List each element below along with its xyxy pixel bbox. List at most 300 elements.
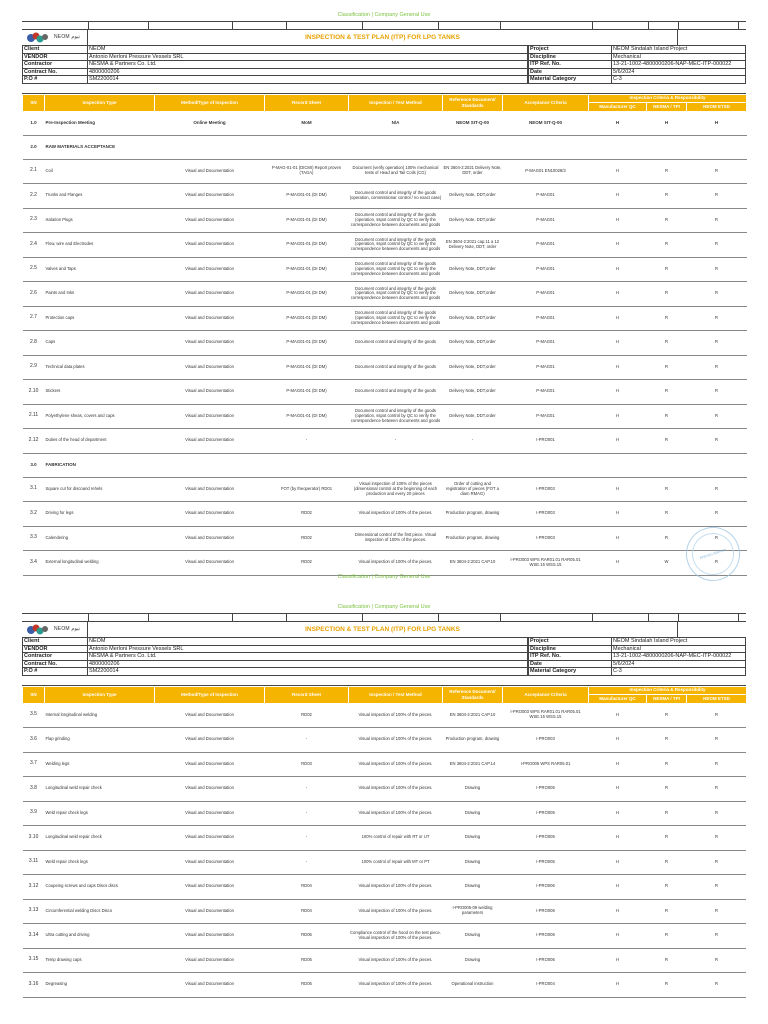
cell-method: Visual and Documentation <box>155 429 265 454</box>
project-value: NEOM Sindalah Island Project <box>612 638 746 646</box>
cell-accept: I-PRO001 <box>503 429 589 454</box>
cell-sn: 3.13 <box>23 899 45 924</box>
cell-accept: P-MAG01 <box>503 184 589 209</box>
cell-accept: I-PRO003 <box>503 728 589 753</box>
cell-neom: R <box>687 526 747 551</box>
cell-method: Visual and Documentation <box>155 404 265 429</box>
cell-accept: P-MAG01 <box>503 233 589 258</box>
col-method: Method/Type of Inspection <box>155 686 265 703</box>
cell-nesma: R <box>647 728 687 753</box>
col-ref: Reference Document/ Standards <box>443 94 503 111</box>
cell-ref: Production program, drawing <box>443 728 503 753</box>
cell-mfr: H <box>589 801 647 826</box>
cell-type: Isolation Plugs <box>45 208 155 233</box>
col-nesma: NESMA / TPI <box>647 694 687 703</box>
cell-ref: Drawing <box>443 850 503 875</box>
cell-ref: Drawing <box>443 875 503 900</box>
po-label: P.O # <box>22 76 88 84</box>
col-test: Inspection / Test Method <box>349 94 443 111</box>
cell-type: Driving for legs <box>45 502 155 527</box>
cell-sn: 3.12 <box>23 875 45 900</box>
cell-test: Dimensional control of the first piece. Visual inspection of 100% of the pieces. <box>349 526 443 551</box>
table-row <box>23 404 747 429</box>
col-record: Record Sheet <box>265 94 349 111</box>
cell-neom: R <box>687 477 747 502</box>
brand-name: NEOM نيوم <box>54 33 80 40</box>
cell-method: Visual and Documentation <box>155 526 265 551</box>
cell-neom: R <box>687 752 747 777</box>
cell-sn: 3.11 <box>23 850 45 875</box>
cell-test: Visual inspection of 100% of the pieces. <box>349 948 443 973</box>
cell-test: Visual inspection of 100% of the pieces. <box>349 777 443 802</box>
cell-nesma: R <box>647 924 687 949</box>
contractor-label: Contractor <box>22 61 88 69</box>
cell-nesma: R <box>647 306 687 331</box>
cell-test: Document control and integrity of the goods (operation, sspot control by QC to verify the correspondence between documents and goods <box>349 404 443 429</box>
cell-mfr: H <box>589 233 647 258</box>
client-value: NEOM <box>88 638 528 646</box>
cell-type: Welding legs <box>45 752 155 777</box>
cell-ref: Production program, drawing <box>443 502 503 527</box>
brand-name-2: NEOM نيوم <box>54 625 80 632</box>
cell-ref: Delivery Note, DDT,order <box>443 184 503 209</box>
table-row <box>23 551 747 576</box>
cell-method: Visual and Documentation <box>155 948 265 973</box>
po-label: P.O # <box>22 668 88 676</box>
cell-ref: Drawing <box>443 801 503 826</box>
cell-type: Square cut for discoand rehels <box>45 477 155 502</box>
cell-test <box>349 453 443 477</box>
cell-sn: 3.10 <box>23 826 45 851</box>
cell-test: N/A <box>349 111 443 135</box>
cell-ref: Delivery Note, DDT,order <box>443 380 503 405</box>
company-stamp: Antonio Merloni <box>679 520 747 588</box>
cell-sn: 3.6 <box>23 728 45 753</box>
cell-method: Visual and Documentation <box>155 331 265 356</box>
cell-method: Visual and Documentation <box>155 502 265 527</box>
cell-ref: EN 3604-2:2021 Delivery Note, DDT, order <box>443 159 503 184</box>
col-neom: NEOM ETSD <box>687 694 747 703</box>
table-row <box>23 948 747 973</box>
col-nesma: NESMA / TPI <box>647 102 687 111</box>
cell-mfr: H <box>589 477 647 502</box>
table-row <box>23 355 747 380</box>
neom-logo-icon <box>26 624 52 636</box>
cell-record: - <box>265 850 349 875</box>
cell-method: Visual and Documentation <box>155 355 265 380</box>
cell-test: Document control and integrity of the goods (operation, sspot control by QC to verify the correspondence between documents and goods <box>349 208 443 233</box>
cell-neom: R <box>687 233 747 258</box>
cell-method: Visual and Documentation <box>155 380 265 405</box>
document-page-1 <box>22 12 746 584</box>
cell-sn: 2.7 <box>23 306 45 331</box>
cell-neom: R <box>687 404 747 429</box>
cell-sn: 2.11 <box>23 404 45 429</box>
cell-mfr: H <box>589 899 647 924</box>
col-method: Method/Type of Inspection <box>155 94 265 111</box>
cell-accept: I-PRO005 <box>503 801 589 826</box>
cell-type: Coupeing screws and caps Discs discs <box>45 875 155 900</box>
cell-neom: R <box>687 429 747 454</box>
cell-record: RD05 <box>265 973 349 998</box>
col-mfr: Manufacturer QC <box>589 694 647 703</box>
cell-neom: R <box>687 282 747 307</box>
cell-accept: P-MAG01 <box>503 282 589 307</box>
cell-sn: 3.0 <box>23 453 45 477</box>
cell-nesma: R <box>647 331 687 356</box>
cell-ref: EN 3604-2:2021 CAP.10 <box>443 551 503 576</box>
table-row <box>23 875 747 900</box>
date-label: Date <box>528 661 612 669</box>
cell-mfr: H <box>589 282 647 307</box>
cell-mfr: H <box>589 728 647 753</box>
cell-ref: Order of cutting and registration of pieces (FOT a diam RMAG) <box>443 477 503 502</box>
cell-record: P-MAG01-01 (DI DM) <box>265 306 349 331</box>
cell-nesma: R <box>647 233 687 258</box>
cell-method: Online Meeting <box>155 111 265 135</box>
vendor-label: VENDOR <box>22 54 88 62</box>
cell-accept: P-MAG01 <box>503 380 589 405</box>
cell-test: - <box>349 429 443 454</box>
matcat-label: Material Category <box>528 76 612 84</box>
cell-record: P-MAG01-01 (DI DM) <box>265 233 349 258</box>
cell-method: Visual and Documentation <box>155 728 265 753</box>
cell-method: Visual and Documentation <box>155 801 265 826</box>
cell-record: FOT (by theoperator) RD01 <box>265 477 349 502</box>
cell-mfr: H <box>589 924 647 949</box>
cell-ref: Operational instruction <box>443 973 503 998</box>
cell-sn: 3.14 <box>23 924 45 949</box>
contract-label: Contract No. <box>22 69 88 77</box>
cell-nesma: R <box>647 526 687 551</box>
cell-mfr: H <box>589 777 647 802</box>
cell-nesma: R <box>647 159 687 184</box>
cell-accept: I-PRO003 <box>503 526 589 551</box>
cell-method: Visual and Documentation <box>155 282 265 307</box>
cell-nesma <box>647 453 687 477</box>
cell-type: Weld repair check legs <box>45 850 155 875</box>
cell-type: Calendering <box>45 526 155 551</box>
cell-test: Visual inspection of 100% of the pieces. <box>349 752 443 777</box>
cell-accept: I-PRO003 <box>503 502 589 527</box>
cell-test: Document control and integrity of the goods (operation, sspot control by QC to verify the correspondence between documents and goods <box>349 282 443 307</box>
cell-method <box>155 135 265 159</box>
itp-value: 13-21-1002-4800000206-NAP-MEC-ITP-000022 <box>612 653 746 661</box>
cell-type: Weld repair check legs <box>45 801 155 826</box>
cell-neom: H <box>687 111 747 135</box>
document-header-2 <box>22 621 746 638</box>
cell-neom: R <box>687 826 747 851</box>
top-rule-2 <box>22 613 746 621</box>
table-row <box>23 453 747 477</box>
cell-ref: Drawing <box>443 777 503 802</box>
cell-test: Visual inspection of 100% of the pieces. <box>349 502 443 527</box>
cell-ref: EN 3604-2:2021 cap.11 a 12 Delivery Note, DDT, order <box>443 233 503 258</box>
cell-ref: Delivery Note, DDT,order <box>443 331 503 356</box>
cell-accept: NEOM SIT-Q-00 <box>503 111 589 135</box>
contract-value: 4800000206 <box>88 69 528 77</box>
cell-mfr <box>589 453 647 477</box>
neom-logo <box>22 30 88 45</box>
col-type: Inspection Type <box>45 686 155 703</box>
cell-method: Visual and Documentation <box>155 306 265 331</box>
contract-value: 4800000206 <box>88 661 528 669</box>
cell-nesma: R <box>647 282 687 307</box>
cell-ref: Drawing <box>443 826 503 851</box>
cell-test: Document control and integrity of the goods (operation, sspot control by QC to verify the correspondence between documents and goods <box>349 306 443 331</box>
project-value: NEOM Sindalah Island Project <box>612 46 746 54</box>
cell-accept: P-MAG01 <box>503 208 589 233</box>
cell-test: Compliance control of the hood on the test piece. Visual inspection of 100% of the pieces. <box>349 924 443 949</box>
cell-record: P-MAG01-01 (DI DM) <box>265 208 349 233</box>
cell-accept: I-PRO006 <box>503 899 589 924</box>
cell-record: P-MAG01-01 (DI DM) <box>265 355 349 380</box>
cell-type: Flow, wire and Electrodes <box>45 233 155 258</box>
cell-accept: P-MAG01 <box>503 355 589 380</box>
cell-sn: 2.2 <box>23 184 45 209</box>
cell-neom: R <box>687 502 747 527</box>
col-sn: SN <box>23 94 45 111</box>
cell-accept: I-PRO003 <box>503 477 589 502</box>
cell-nesma: R <box>647 257 687 282</box>
col-type: Inspection Type <box>45 94 155 111</box>
cell-sn: 3.3 <box>23 526 45 551</box>
cell-neom: R <box>687 208 747 233</box>
cell-type: Longitudinal weld repair check <box>45 777 155 802</box>
cell-method: Visual and Documentation <box>155 752 265 777</box>
cell-mfr: H <box>589 526 647 551</box>
cell-mfr: H <box>589 948 647 973</box>
cell-type: Polyethylene sheas, covers and caps <box>45 404 155 429</box>
cell-neom: R <box>687 948 747 973</box>
cell-nesma: R <box>647 477 687 502</box>
cell-type: External longitudinal welding <box>45 551 155 576</box>
table-row <box>23 233 747 258</box>
cell-type: Pre-Inspection Meeting <box>45 111 155 135</box>
cell-neom: R <box>687 159 747 184</box>
cell-sn: 3.5 <box>23 703 45 728</box>
cell-sn: 3.7 <box>23 752 45 777</box>
cell-sn: 2.1 <box>23 159 45 184</box>
cell-mfr: H <box>589 875 647 900</box>
cell-record: P-MAG01-01 (DI DM) <box>265 404 349 429</box>
cell-nesma: R <box>647 703 687 728</box>
po-value: SM2200014 <box>88 76 528 84</box>
cell-neom: R <box>687 850 747 875</box>
matcat-value: C-3 <box>612 668 746 676</box>
cell-test: Visual inspection of 100% of the pieces (dimensional control at the beginning of each production and every 20 pieces <box>349 477 443 502</box>
cell-test: Document control and integrity of the goods <box>349 355 443 380</box>
cell-ref <box>443 135 503 159</box>
col-test: Inspection / Test Method <box>349 686 443 703</box>
cell-sn: 1.0 <box>23 111 45 135</box>
cell-test: Visual inspection of 100% of the pieces. <box>349 875 443 900</box>
cell-neom <box>687 135 747 159</box>
table-row <box>23 973 747 998</box>
cell-method: Visual and Documentation <box>155 477 265 502</box>
cell-method: Visual and Documentation <box>155 208 265 233</box>
classification-footer: Classification | Company General Use <box>337 573 431 580</box>
cell-ref: Production program, drawing <box>443 526 503 551</box>
cell-test: 100% control of repair with MT or PT <box>349 850 443 875</box>
project-label: Project <box>528 638 612 646</box>
cell-type: Internal longitudinal welding <box>45 703 155 728</box>
cell-test: Document (verify operation) 100% mechanical tests of Head and Tail Coils (CG) <box>349 159 443 184</box>
table-row <box>23 526 747 551</box>
cell-method: Visual and Documentation <box>155 973 265 998</box>
itp-label: ITP Ref. No. <box>528 653 612 661</box>
cell-sn: 2.6 <box>23 282 45 307</box>
cell-nesma: R <box>647 801 687 826</box>
cell-accept: P-MAG01 <box>503 257 589 282</box>
cell-test: Document control and integrity of the goods (operation, sspot control by QC to verify the correspondence between documents and goods <box>349 233 443 258</box>
table-row <box>23 306 747 331</box>
cell-type: Stickers <box>45 380 155 405</box>
col-accept: Acceptance Criteria <box>503 94 589 111</box>
cell-neom: R <box>687 257 747 282</box>
table-row <box>23 111 747 135</box>
cell-nesma: W <box>647 551 687 576</box>
top-rule <box>22 21 746 29</box>
cell-accept <box>503 135 589 159</box>
cell-mfr: H <box>589 551 647 576</box>
document-title-2: INSPECTION & TEST PLAN (ITP) FOR LPG TANKS <box>88 622 678 637</box>
cell-test: Document control and integrity of the goods (operation, sspot control by QC to verify the correspondence between documents and goods <box>349 257 443 282</box>
cell-type: Technical data plates <box>45 355 155 380</box>
cell-sn: 2.0 <box>23 135 45 159</box>
date-value: 5/6/2024 <box>612 69 746 77</box>
cell-ref: Delivery Note, DDT,order <box>443 404 503 429</box>
cell-neom: R <box>687 875 747 900</box>
cell-sn: 3.15 <box>23 948 45 973</box>
client-label: Client <box>22 638 88 646</box>
table-row <box>23 826 747 851</box>
cell-test: Visual inspection of 100% of the pieces. <box>349 551 443 576</box>
client-label: Client <box>22 46 88 54</box>
cell-neom: R <box>687 703 747 728</box>
cell-nesma: R <box>647 355 687 380</box>
cell-ref: Delivery Note, DDT,order <box>443 355 503 380</box>
cell-neom: R <box>687 973 747 998</box>
table-row <box>23 429 747 454</box>
cell-mfr: H <box>589 502 647 527</box>
table-row <box>23 801 747 826</box>
cell-record: - <box>265 728 349 753</box>
cell-ref <box>443 453 503 477</box>
table-row <box>23 777 747 802</box>
cell-nesma: R <box>647 899 687 924</box>
discipline-value: Mechanical <box>612 646 746 654</box>
vendor-label: VENDOR <box>22 646 88 654</box>
table-row <box>23 135 747 159</box>
cell-method: Visual and Documentation <box>155 777 265 802</box>
cell-nesma: R <box>647 826 687 851</box>
table-row <box>23 703 747 728</box>
cell-ref: Delivery Note, DDT,order <box>443 257 503 282</box>
table-row <box>23 850 747 875</box>
cell-ref: Delivery Note, DDT,order <box>443 282 503 307</box>
cell-mfr: H <box>589 429 647 454</box>
cell-nesma: R <box>647 429 687 454</box>
cell-neom: R <box>687 777 747 802</box>
cell-mfr: H <box>589 850 647 875</box>
cell-record: P-MAG01-01 (DI DM) <box>265 380 349 405</box>
cell-type: Degreasing <box>45 973 155 998</box>
cell-accept: I-PRO006 <box>503 924 589 949</box>
discipline-label: Discipline <box>528 54 612 62</box>
cell-mfr: H <box>589 159 647 184</box>
cell-test: Visual inspection of 100% of the pieces. <box>349 973 443 998</box>
cell-method: Visual and Documentation <box>155 159 265 184</box>
cell-accept: I-PRO005 WPS RAR05.01 <box>503 752 589 777</box>
cell-nesma: R <box>647 948 687 973</box>
cell-type: Ultra cutting and driving <box>45 924 155 949</box>
client-value: NEOM <box>88 46 528 54</box>
contract-label: Contract No. <box>22 661 88 669</box>
cell-sn: 2.12 <box>23 429 45 454</box>
cell-test: Visual inspection of 100% of the pieces. <box>349 899 443 924</box>
project-label: Project <box>528 46 612 54</box>
cell-neom: R <box>687 306 747 331</box>
cell-ref: Delivery Note, DDT,order <box>443 208 503 233</box>
cell-method: Visual and Documentation <box>155 257 265 282</box>
cell-test: Document control and integrity of the goods (operation, commissionar control / no exact case) <box>349 184 443 209</box>
cell-mfr: H <box>589 973 647 998</box>
cell-record: RD04 <box>265 899 349 924</box>
cell-ref: - <box>443 429 503 454</box>
cell-accept: I-PRO006 <box>503 948 589 973</box>
table-row <box>23 257 747 282</box>
cell-neom <box>687 453 747 477</box>
cell-ref: EN 3604-2:2021 CAP.14 <box>443 752 503 777</box>
itp-label: ITP Ref. No. <box>528 61 612 69</box>
vendor-value: Antonio Merloni Pressure Vessels SRL <box>88 54 528 62</box>
col-record: Record Sheet <box>265 686 349 703</box>
cell-test: Visual inspection of 100% of the pieces. <box>349 728 443 753</box>
cell-type: Longitudinal weld repair check <box>45 826 155 851</box>
cell-type: Coil <box>45 159 155 184</box>
cell-sn: 3.16 <box>23 973 45 998</box>
cell-mfr: H <box>589 826 647 851</box>
cell-accept: P-MAG01 <box>503 331 589 356</box>
cell-type: Caps <box>45 331 155 356</box>
cell-record: P-MAG01-01 (DI DM) <box>265 331 349 356</box>
table-row <box>23 752 747 777</box>
itp-table-1 <box>22 94 747 576</box>
cell-test: Visual inspection of 100% of the pieces. <box>349 703 443 728</box>
cell-nesma: R <box>647 973 687 998</box>
cell-mfr: H <box>589 184 647 209</box>
cell-mfr: H <box>589 111 647 135</box>
cell-accept: P-MAG01 EN10028/3 <box>503 159 589 184</box>
cell-sn: 2.10 <box>23 380 45 405</box>
cell-test: Visual inspection of 100% of the pieces. <box>349 801 443 826</box>
discipline-value: Mechanical <box>612 54 746 62</box>
document-header <box>22 29 746 46</box>
cell-mfr: H <box>589 380 647 405</box>
cell-sn: 2.9 <box>23 355 45 380</box>
contractor-value: NESMA & Partners Co. Ltd. <box>88 653 528 661</box>
table-row <box>23 282 747 307</box>
cell-accept: I-PRO003 WPS RAR01.01 RAR05.01 WSE.15 WSS.15 <box>503 703 589 728</box>
cell-mfr: H <box>589 257 647 282</box>
cell-ref: EN 3604-2:2021 CAP.10 <box>443 703 503 728</box>
cell-method: Visual and Documentation <box>155 899 265 924</box>
cell-sn: 3.2 <box>23 502 45 527</box>
cell-record: MoM <box>265 111 349 135</box>
contractor-label: Contractor <box>22 653 88 661</box>
cell-accept: I-PRO005 <box>503 777 589 802</box>
